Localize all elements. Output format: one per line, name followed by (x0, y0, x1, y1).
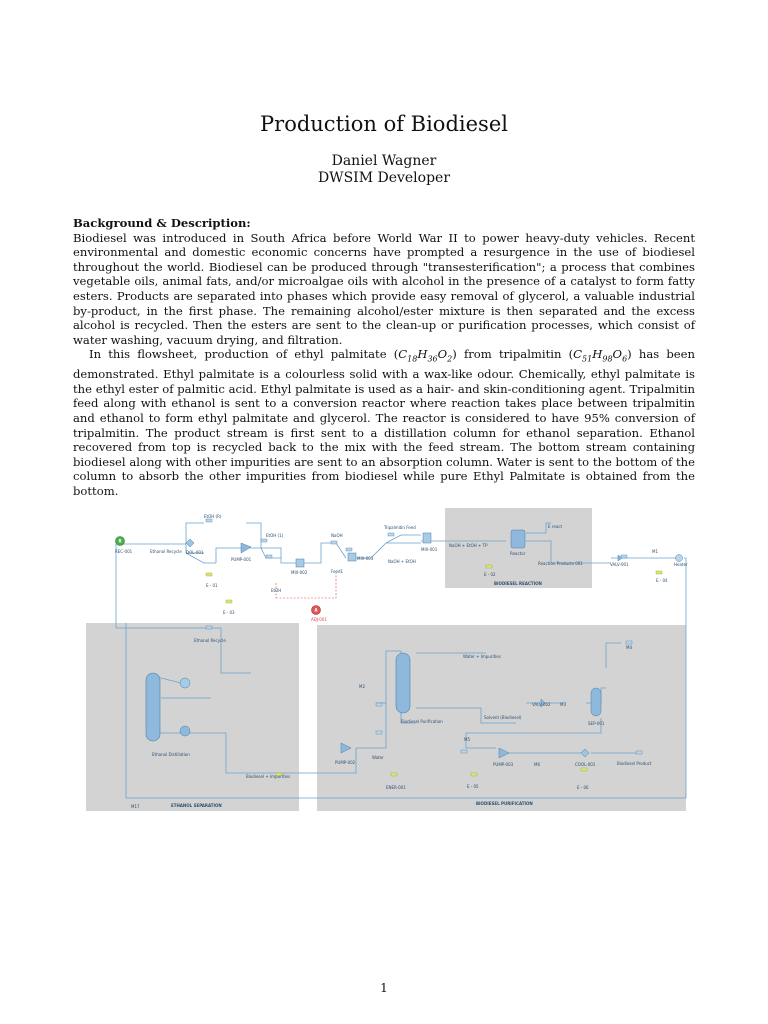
label-valv2: VALV-002 (532, 702, 551, 707)
label-m2: M2 (359, 684, 365, 689)
label-rec: REC-001 (115, 549, 133, 554)
label-m3: M3 (560, 702, 566, 707)
label-mix3: MIX-003 (357, 556, 374, 561)
ethanol-distillation-column (146, 673, 160, 741)
label-reaction-products: Reaction Products 001 (538, 561, 583, 566)
label-pump3: PUMP-003 (493, 762, 514, 767)
label-e1: E - 01 (206, 583, 218, 588)
label-biodiesel-purification: Biodiesel Purification (401, 719, 443, 724)
author-block (0, 153, 768, 187)
pump-001 (241, 543, 251, 553)
label-mix1: MIX-001 (421, 547, 438, 552)
label-adj: ADJ-001 (311, 617, 327, 622)
label-naoh-etoh-tp: NaOH + EtOH + TP (449, 543, 488, 548)
label-ener: ENER-001 (386, 785, 406, 790)
label-sep: SEP-001 (588, 721, 605, 726)
label-etoh-1: EtOH (1) (266, 533, 284, 538)
label-etoh-r: EtOH (R) (204, 514, 222, 519)
reactor (511, 530, 525, 548)
formula-tripalmitin: $C_{51}H_{98}O_6$ (573, 347, 628, 364)
label-solvent-biodiesel: Solvent (Biodiesel) (484, 715, 522, 720)
label-m1: M1 (652, 549, 658, 554)
condenser (180, 678, 190, 688)
label-e03: E - 03 (223, 610, 235, 615)
label-heater: Heater (674, 562, 688, 567)
label-naoh-etoh: NaOH + EtOH (388, 559, 416, 564)
separator (591, 688, 601, 716)
mix-003 (348, 553, 356, 561)
label-cool: COOL-001 (575, 762, 596, 767)
label-tripalmitin-feed: Tripalmitin Feed (384, 525, 416, 530)
label-pump2: PUMP-002 (335, 760, 356, 765)
label-e02: E - 02 (484, 572, 496, 577)
formula-ethyl-palmitate: $C_{18}H_{36}O_2$ (398, 347, 453, 364)
label-e05: E - 05 (467, 784, 479, 789)
author-name: Daniel Wagner (331, 153, 437, 169)
label-ethanol-recycle: Ethanol Recycle (150, 549, 182, 554)
label-m17: M17 (131, 804, 140, 809)
label-ethanol-distillation: Ethanol Distillation (152, 752, 190, 757)
paragraph-2 (73, 347, 695, 498)
page-number: 1 (380, 981, 388, 995)
label-biodiesel-product: Biodiesel Product (617, 761, 652, 766)
section-separation-box (86, 623, 299, 811)
label-m5: M5 (464, 737, 470, 742)
mix-001 (423, 533, 431, 543)
label-water-impurities: Water + Impurities (463, 654, 501, 659)
label-m4: M4 (626, 645, 632, 650)
label-section-purification: BIODIESEL PURIFICATION (476, 801, 533, 806)
label-e06: E - 06 (577, 785, 589, 790)
label-feed: Feed1 (331, 569, 344, 574)
splitter (186, 539, 194, 547)
label-mix2: MIX-002 (291, 570, 308, 575)
label-e-react: E react (548, 524, 563, 529)
label-section-separation: ETHANOL SEPARATION (171, 803, 222, 808)
paragraph-1: Biodiesel was introduced in South Africa before World War II to power heavy-duty vehicles. Recent environmental and domestic economic concerns have prompted a resurgence in the use of biodiesel throughout the world. Biodiesel can be produced through "transesterification"; a process that combines vegetable oils, animal fats, and/or microalgae oils with alcohol in the presence of a catalyst to form fatty esters. Products are separated into phases which provide easy removal of glycerol, a valuable industrial by-product, in the first phase. The remaining alcohol/ester mixture is then separated and the excess alcohol is recycled. Then the esters are sent to the clean-up or purification processes, which consist of water washing, vacuum drying, and filtration. (73, 230, 695, 347)
label-biodiesel-impurities: Biodiesel + Impurities (246, 774, 291, 779)
reboiler (180, 726, 190, 736)
flowsheet-diagram (86, 503, 688, 813)
paragraph-2-part1: In this flowsheet, production of ethyl palmitate ( (89, 347, 399, 362)
heater (676, 555, 683, 562)
body-text (73, 216, 695, 499)
adjust-badge: A (314, 607, 318, 613)
absorption-column (396, 653, 410, 713)
paper-title: Production of Biodiesel (260, 112, 508, 136)
author-role: DWSIM Developer (317, 170, 451, 186)
label-water: Water (372, 755, 384, 760)
paragraph-2-part3: ) has been demonstrated. Ethyl palmitate is a colourless solid with a wax-like odour. Chemically, ethyl palmitate is the ethyl ester of palmitic acid. Ethyl palmitate is used as a hair- and skin-conditioning agent. Tripalmitin feed along with ethanol is sent to a conversion reactor where reaction takes place between tripalmitin and ethanol to form ethyl palmitate and glycerol. The reactor is considered to have 95% conversion of tripalmitin. The product stream is first sent to a distillation column for ethanol separation. Ethanol recovered from top is recycled back to the mix with the feed stream. The bottom stream containing biodiesel along with other impurities are sent to an absorption column. Water is sent to the bottom of the column to absorb the other impurities from biodiesel while pure Ethyl Palmitate is obtained from the bottom. (73, 347, 695, 498)
label-ethanol-recycle-2: Ethanol Recycle (194, 638, 226, 643)
label-section-reaction: BIODIESEL REACTION (494, 581, 542, 586)
label-reactor: Reactor (510, 551, 526, 556)
label-pump1: PUMP-001 (231, 557, 252, 562)
paragraph-2-part2: ) from tripalmitin ( (452, 347, 574, 362)
recycle-badge: R (118, 538, 122, 544)
label-etoh: EtOH (271, 588, 282, 593)
section-heading: Background & Description: (73, 216, 251, 230)
label-dol: DOL-001 (186, 550, 204, 555)
label-e04: E - 04 (656, 578, 668, 583)
label-valv: VALV-001 (610, 562, 629, 567)
mix-002 (296, 559, 304, 567)
control-lines (276, 573, 336, 598)
label-m6: M6 (534, 762, 540, 767)
label-naoh: NaOH (331, 533, 343, 538)
